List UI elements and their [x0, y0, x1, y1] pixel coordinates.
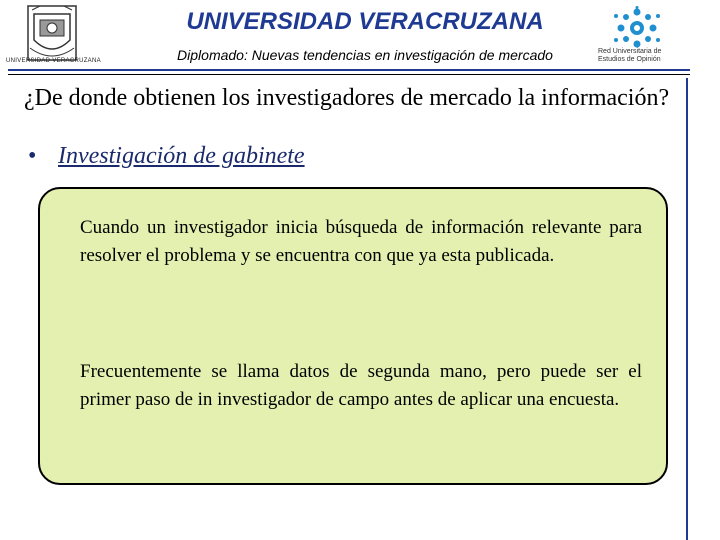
header-divider-thin — [8, 74, 690, 75]
network-logo-caption: Red Universitaria de Estudios de Opinión — [598, 48, 662, 63]
paragraph-secondary-data: Frecuentemente se llama datos de segunda mano, pero puede ser el primer paso de in investigador de campo antes de aplicar una encuesta. — [80, 361, 642, 410]
university-seal-caption: UNIVERSIDAD VERACRUZANA — [6, 58, 101, 64]
page-subtitle: Diplomado: Nuevas tendencias en investigación de mercado — [177, 47, 553, 63]
paragraph-definition: Cuando un investigador inicia búsqueda de información relevante para resolver el problema y se encuentra con que ya esta publicada. — [80, 217, 642, 266]
right-border-line — [686, 78, 688, 540]
slide-question: ¿De donde obtienen los investigadores de mercado la información? — [24, 85, 670, 111]
page-title: UNIVERSIDAD VERACRUZANA — [186, 8, 544, 35]
bullet-marker: • — [28, 143, 37, 169]
header-divider — [8, 69, 690, 71]
slide-header — [0, 0, 720, 72]
bullet-heading: Investigación de gabinete — [58, 143, 305, 169]
network-dots-icon — [612, 6, 662, 52]
